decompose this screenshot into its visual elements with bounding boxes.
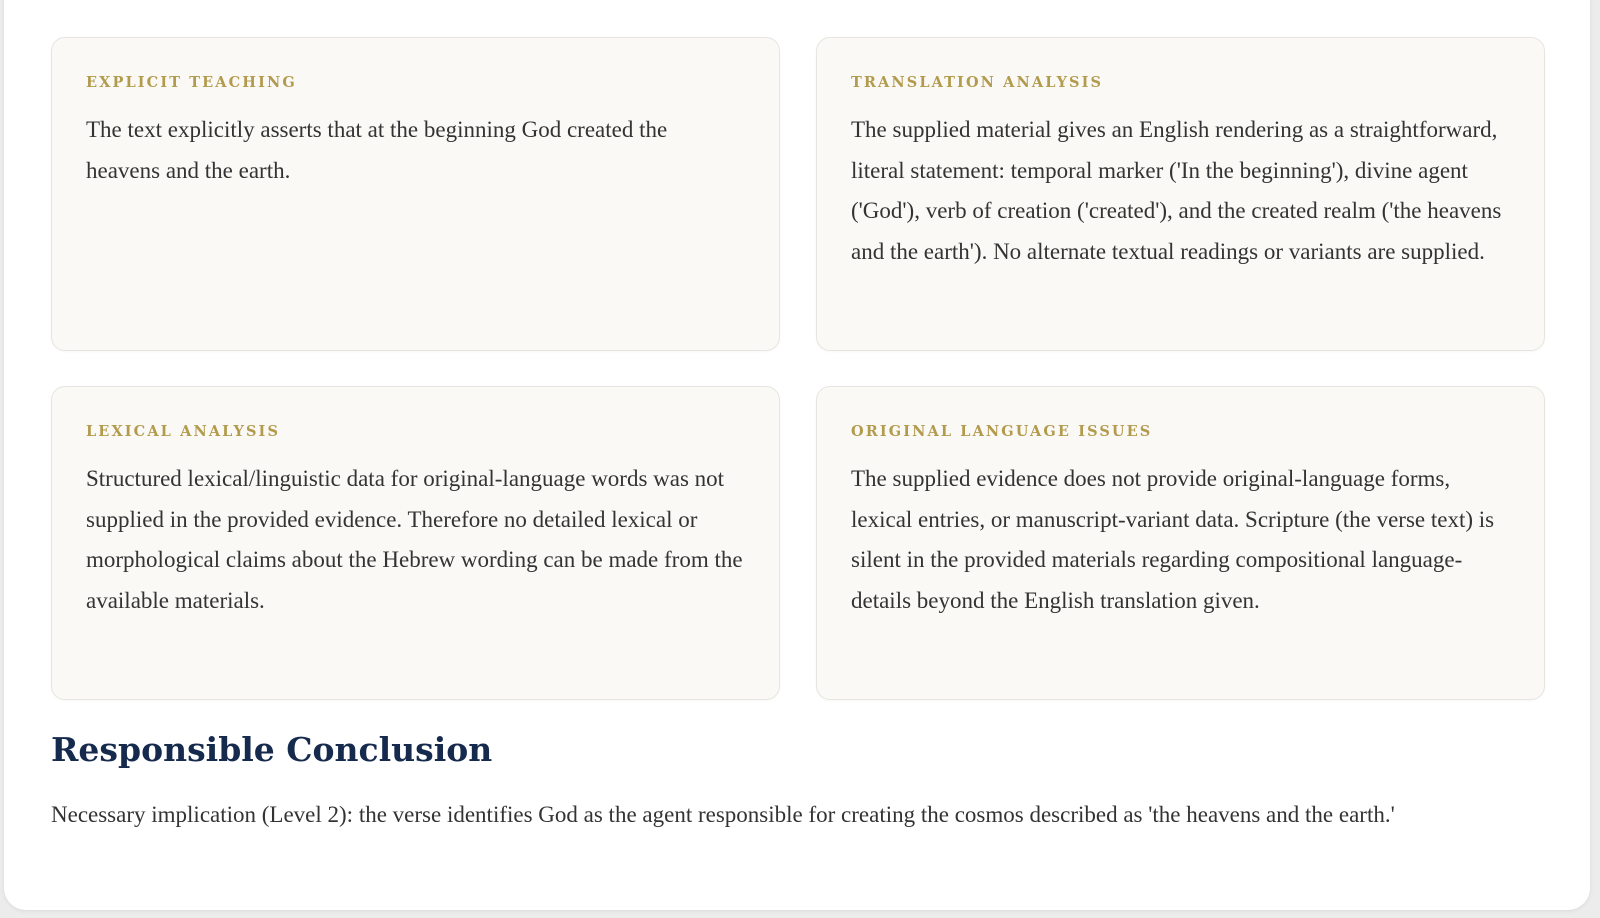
card-text: The supplied evidence does not provide original-language forms, lexical entries, or manuscript-variant data. Scripture (the verse text) is silent in the provided materials regarding compositional language-details beyond the English translation given. (851, 466, 1495, 613)
conclusion-text: Necessary implication (Level 2): the verse identifies God as the agent responsible for creating the cosmos described as 'the heavens and the earth.' (51, 802, 1395, 827)
analysis-grid (51, 37, 1549, 700)
card-text: The text explicitly asserts that at the beginning God created the heavens and the earth. (86, 117, 668, 183)
card-lexical-analysis (51, 386, 780, 700)
card-title: EXPLICIT TEACHING (86, 74, 297, 91)
conclusion-section (51, 730, 1571, 830)
card-original-language-issues (816, 386, 1545, 700)
card-text: The supplied material gives an English rendering as a straightforward, literal statement: temporal marker ('In the beginning'), divine agent ('God'), verb of creation ('created'), and the created realm ('the heavens and the earth'). No alternate textual readings or variants are supplied. (851, 117, 1502, 264)
card-title: ORIGINAL LANGUAGE ISSUES (851, 423, 1153, 440)
conclusion-title: Responsible Conclusion (51, 730, 493, 769)
card-title: TRANSLATION ANALYSIS (851, 74, 1104, 91)
card-explicit-teaching (51, 37, 780, 351)
card-translation-analysis (816, 37, 1545, 351)
card-title: LEXICAL ANALYSIS (86, 423, 281, 440)
content-panel (4, 0, 1590, 910)
card-text: Structured lexical/linguistic data for original-language words was not supplied in the provided evidence. Therefore no detailed lexical or morphological claims about the Hebrew wording can be made from the available materials. (86, 466, 743, 613)
